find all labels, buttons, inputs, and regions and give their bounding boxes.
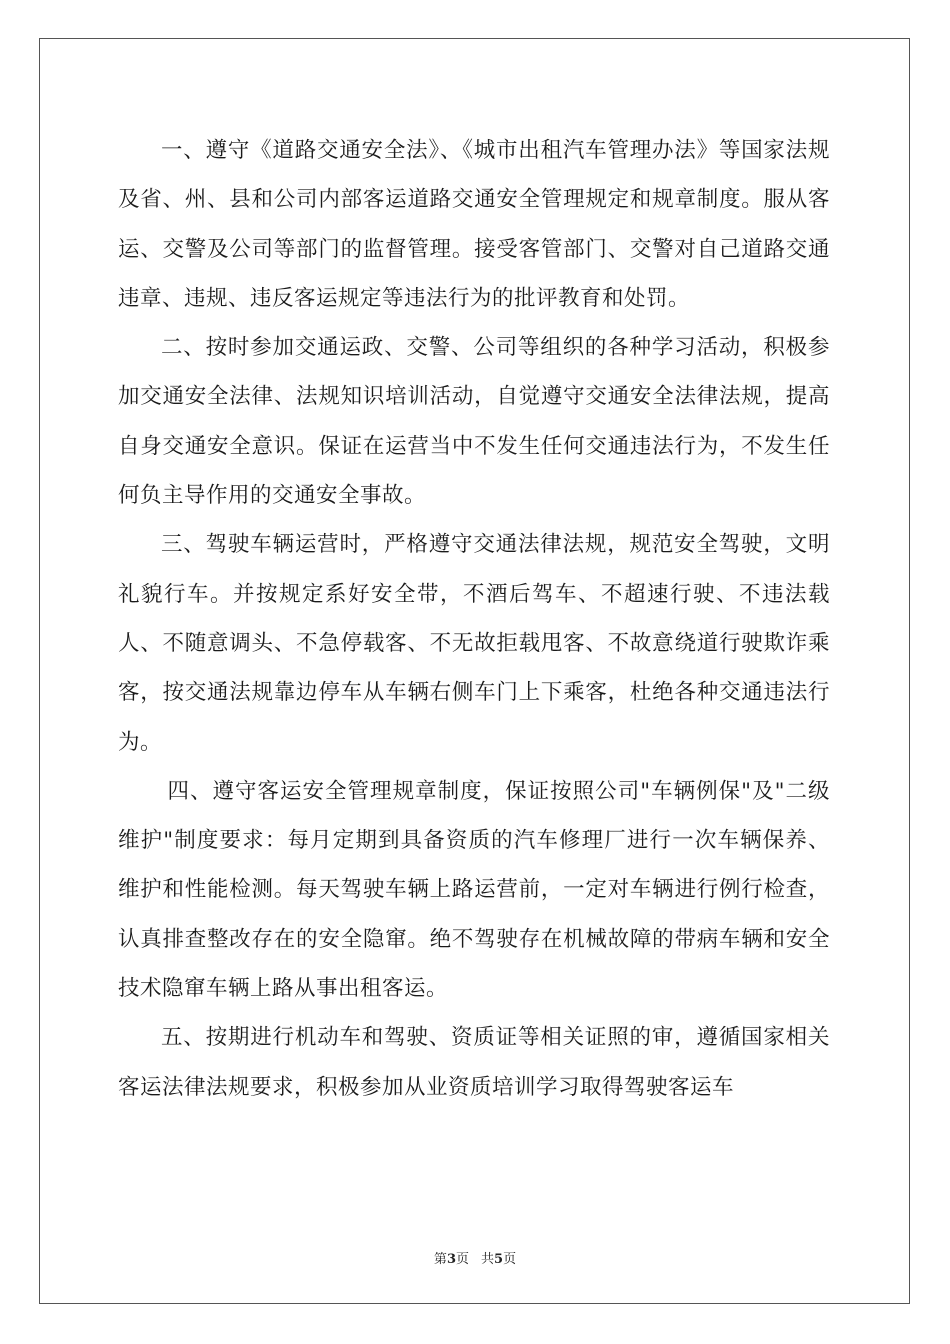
- paragraph-1: 一、遵守《道路交通安全法》、《城市出租汽车管理办法》等国家法规及省、州、县和公司内部客运道路交通安全管理规定和规章制度。服从客运、交警及公司等部门的监督管理。接受客管部门、交警对自己道路交通违章、违规、违反客运规定等违法行为的批评教育和处罚。: [118, 138, 830, 311]
- current-page-number: 3: [446, 1252, 456, 1267]
- page-number-suffix: 页: [455, 1252, 469, 1267]
- paragraph-4: 四、遵守客运安全管理规章制度，保证按照公司"车辆例保"及"二级维护"制度要求：每月定期到具备资质的汽车修理厂进行一次车辆保养、维护和性能检测。每天驾驶车辆上路运营前，一定对车辆进行例行检查，认真排查整改存在的安全隐窜。绝不驾驶存在机械故障的带病车辆和安全技术隐窜车辆上路从事出租客运。: [118, 778, 830, 1002]
- paragraph-2: 二、按时参加交通运政、交警、公司等组织的各种学习活动，积极参加交通安全法律、法规知识培训活动，自觉遵守交通安全法律法规，提高自身交通安全意识。保证在运营当中不发生任何交通违法行为，不发生任何负主导作用的交通安全事故。: [118, 335, 830, 509]
- paragraph-3: 三、驾驶车辆运营时，严格遵守交通法律法规，规范安全驾驶，文明礼貌行车。并按规定系好安全带，不酒后驾车、不超速行驶、不违法载人、不随意调头、不急停载客、不无故拒载甩客、不故意绕道行驶欺诈乘客，按交通法规靠边停车从车辆右侧车门上下乘客，杜绝各种交通违法行为。: [118, 532, 830, 755]
- document-body: [118, 126, 830, 1112]
- paragraph-5: 五、按期进行机动车和驾驶、资质证等相关证照的审，遵循国家相关客运法律法规要求，积极参加从业资质培训学习取得驾驶客运车: [118, 1025, 830, 1100]
- page-footer: [0, 1248, 950, 1267]
- total-page-count: 5: [494, 1252, 504, 1267]
- total-pages-prefix: 共: [481, 1252, 495, 1267]
- page-number-prefix: 第: [433, 1252, 447, 1267]
- total-pages-suffix: 页: [503, 1252, 517, 1267]
